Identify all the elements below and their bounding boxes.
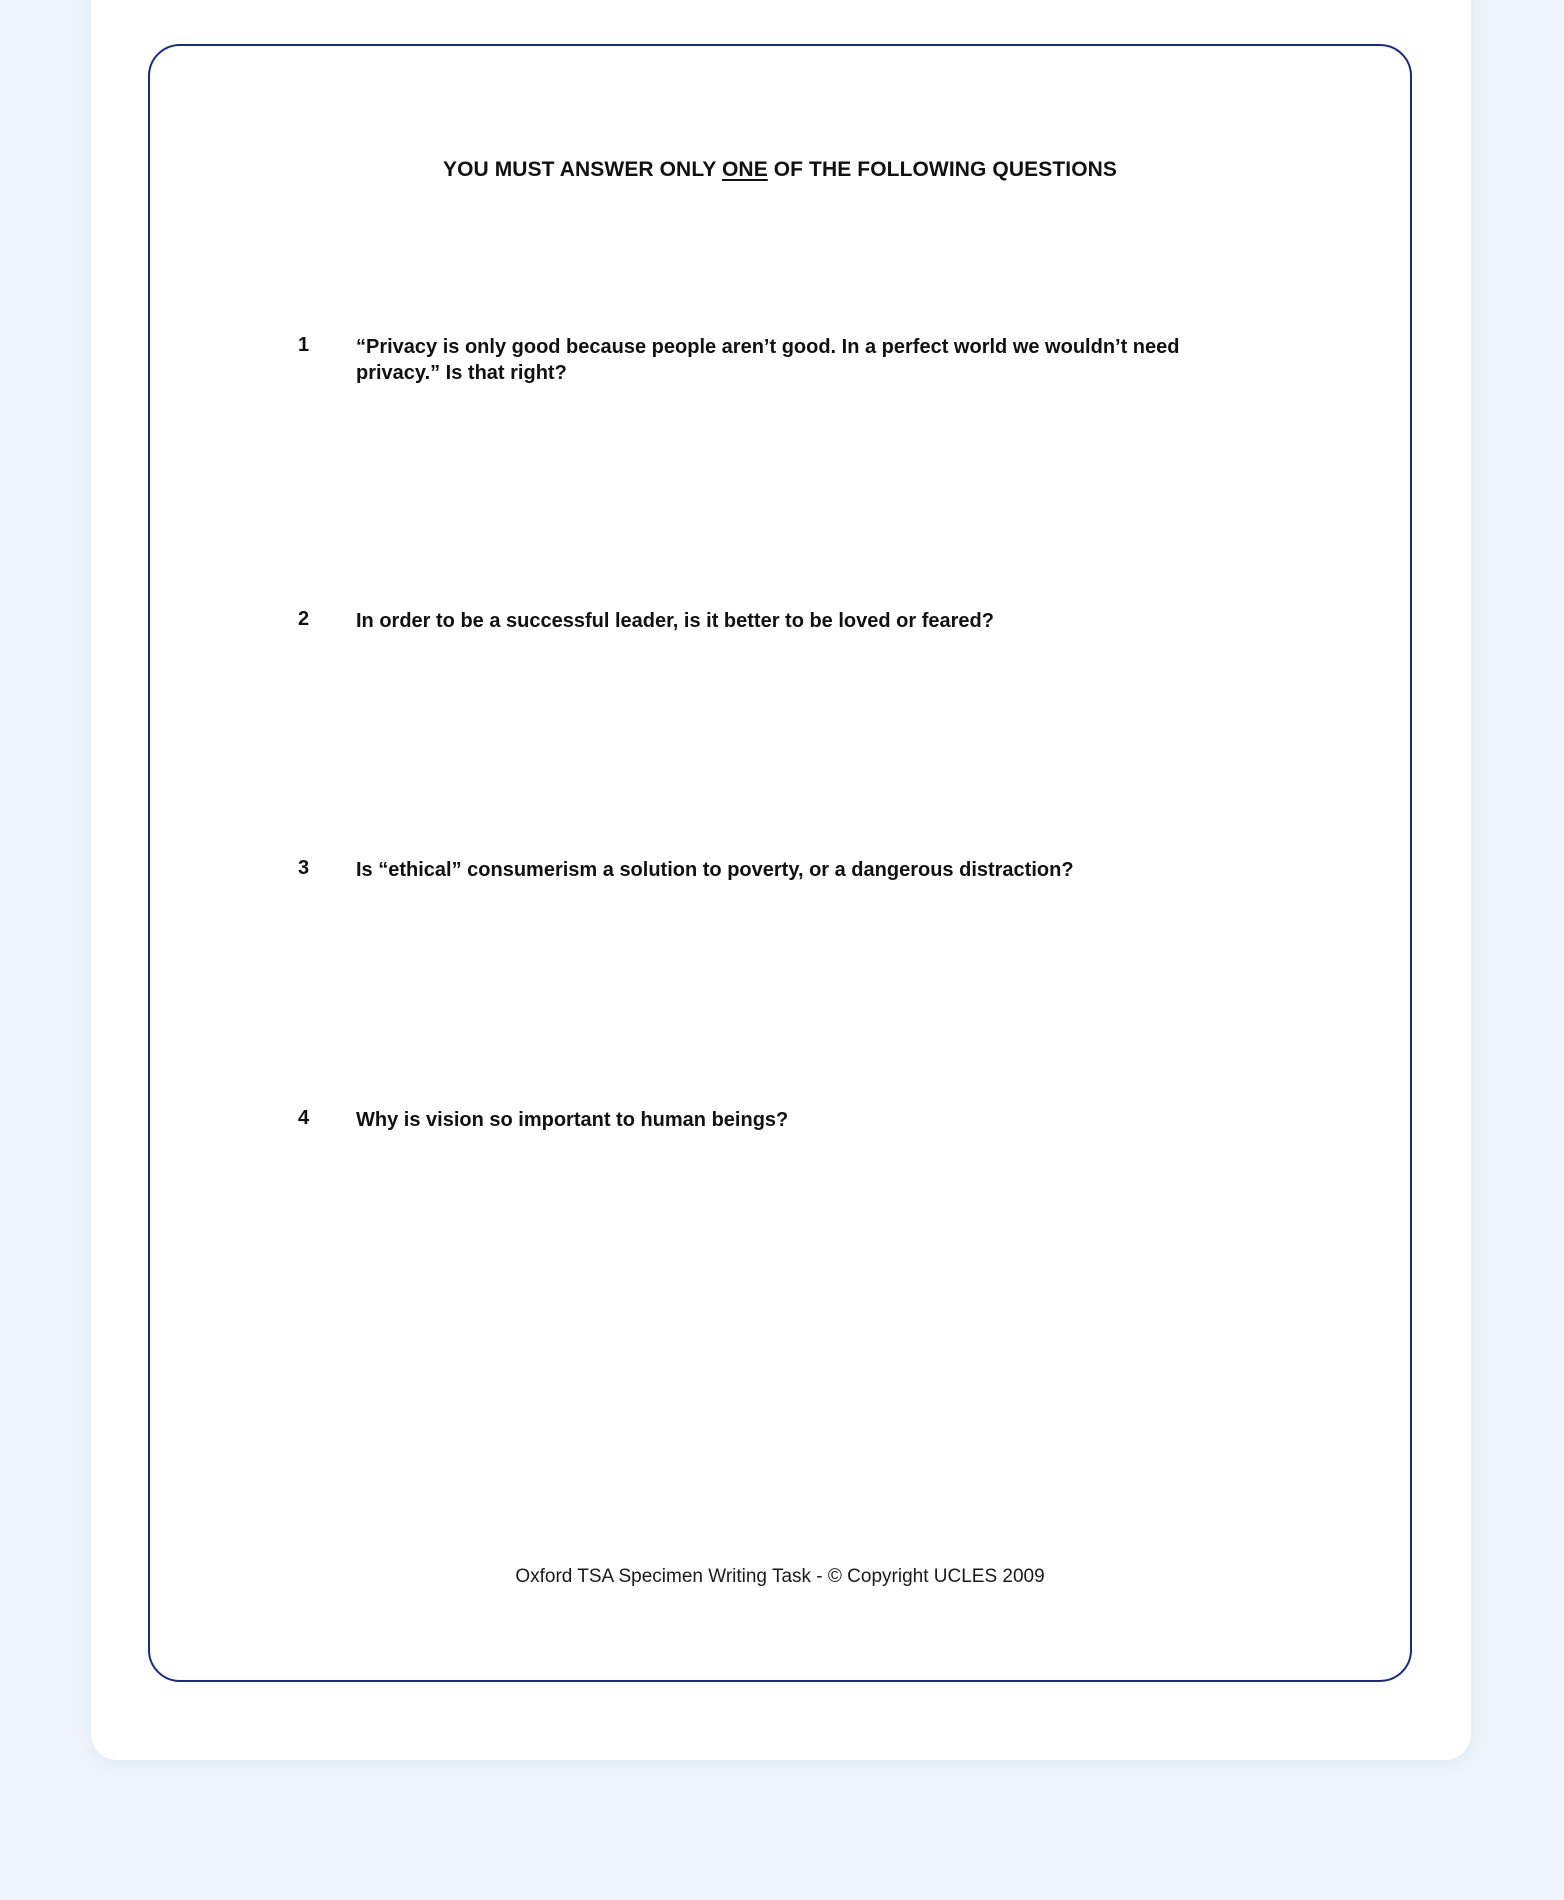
question-number: 1 [298, 334, 310, 356]
question-text: In order to be a successful leader, is it better to be loved or feared? [356, 610, 994, 632]
instruction-emphasis: ONE [722, 158, 768, 181]
instruction-heading [150, 158, 1410, 182]
question-number: 3 [298, 857, 310, 879]
instruction-suffix: OF THE FOLLOWING QUESTIONS [767, 158, 1118, 181]
question-number: 2 [298, 608, 310, 630]
question-number: 4 [298, 1107, 310, 1129]
instruction-prefix: YOU MUST ANSWER ONLY [442, 158, 722, 181]
question-text: Is “ethical” consumerism a solution to poverty, or a dangerous distraction? [356, 859, 1074, 881]
question-text: “Privacy is only good because people aren’t good. In a perfect world we wouldn’t need privacy.” Is that right? [356, 336, 1180, 384]
question-text: Why is vision so important to human beings? [356, 1109, 789, 1131]
copyright-footer: Oxford TSA Specimen Writing Task - © Copyright UCLES 2009 [515, 1566, 1045, 1587]
document-page [148, 44, 1412, 1682]
